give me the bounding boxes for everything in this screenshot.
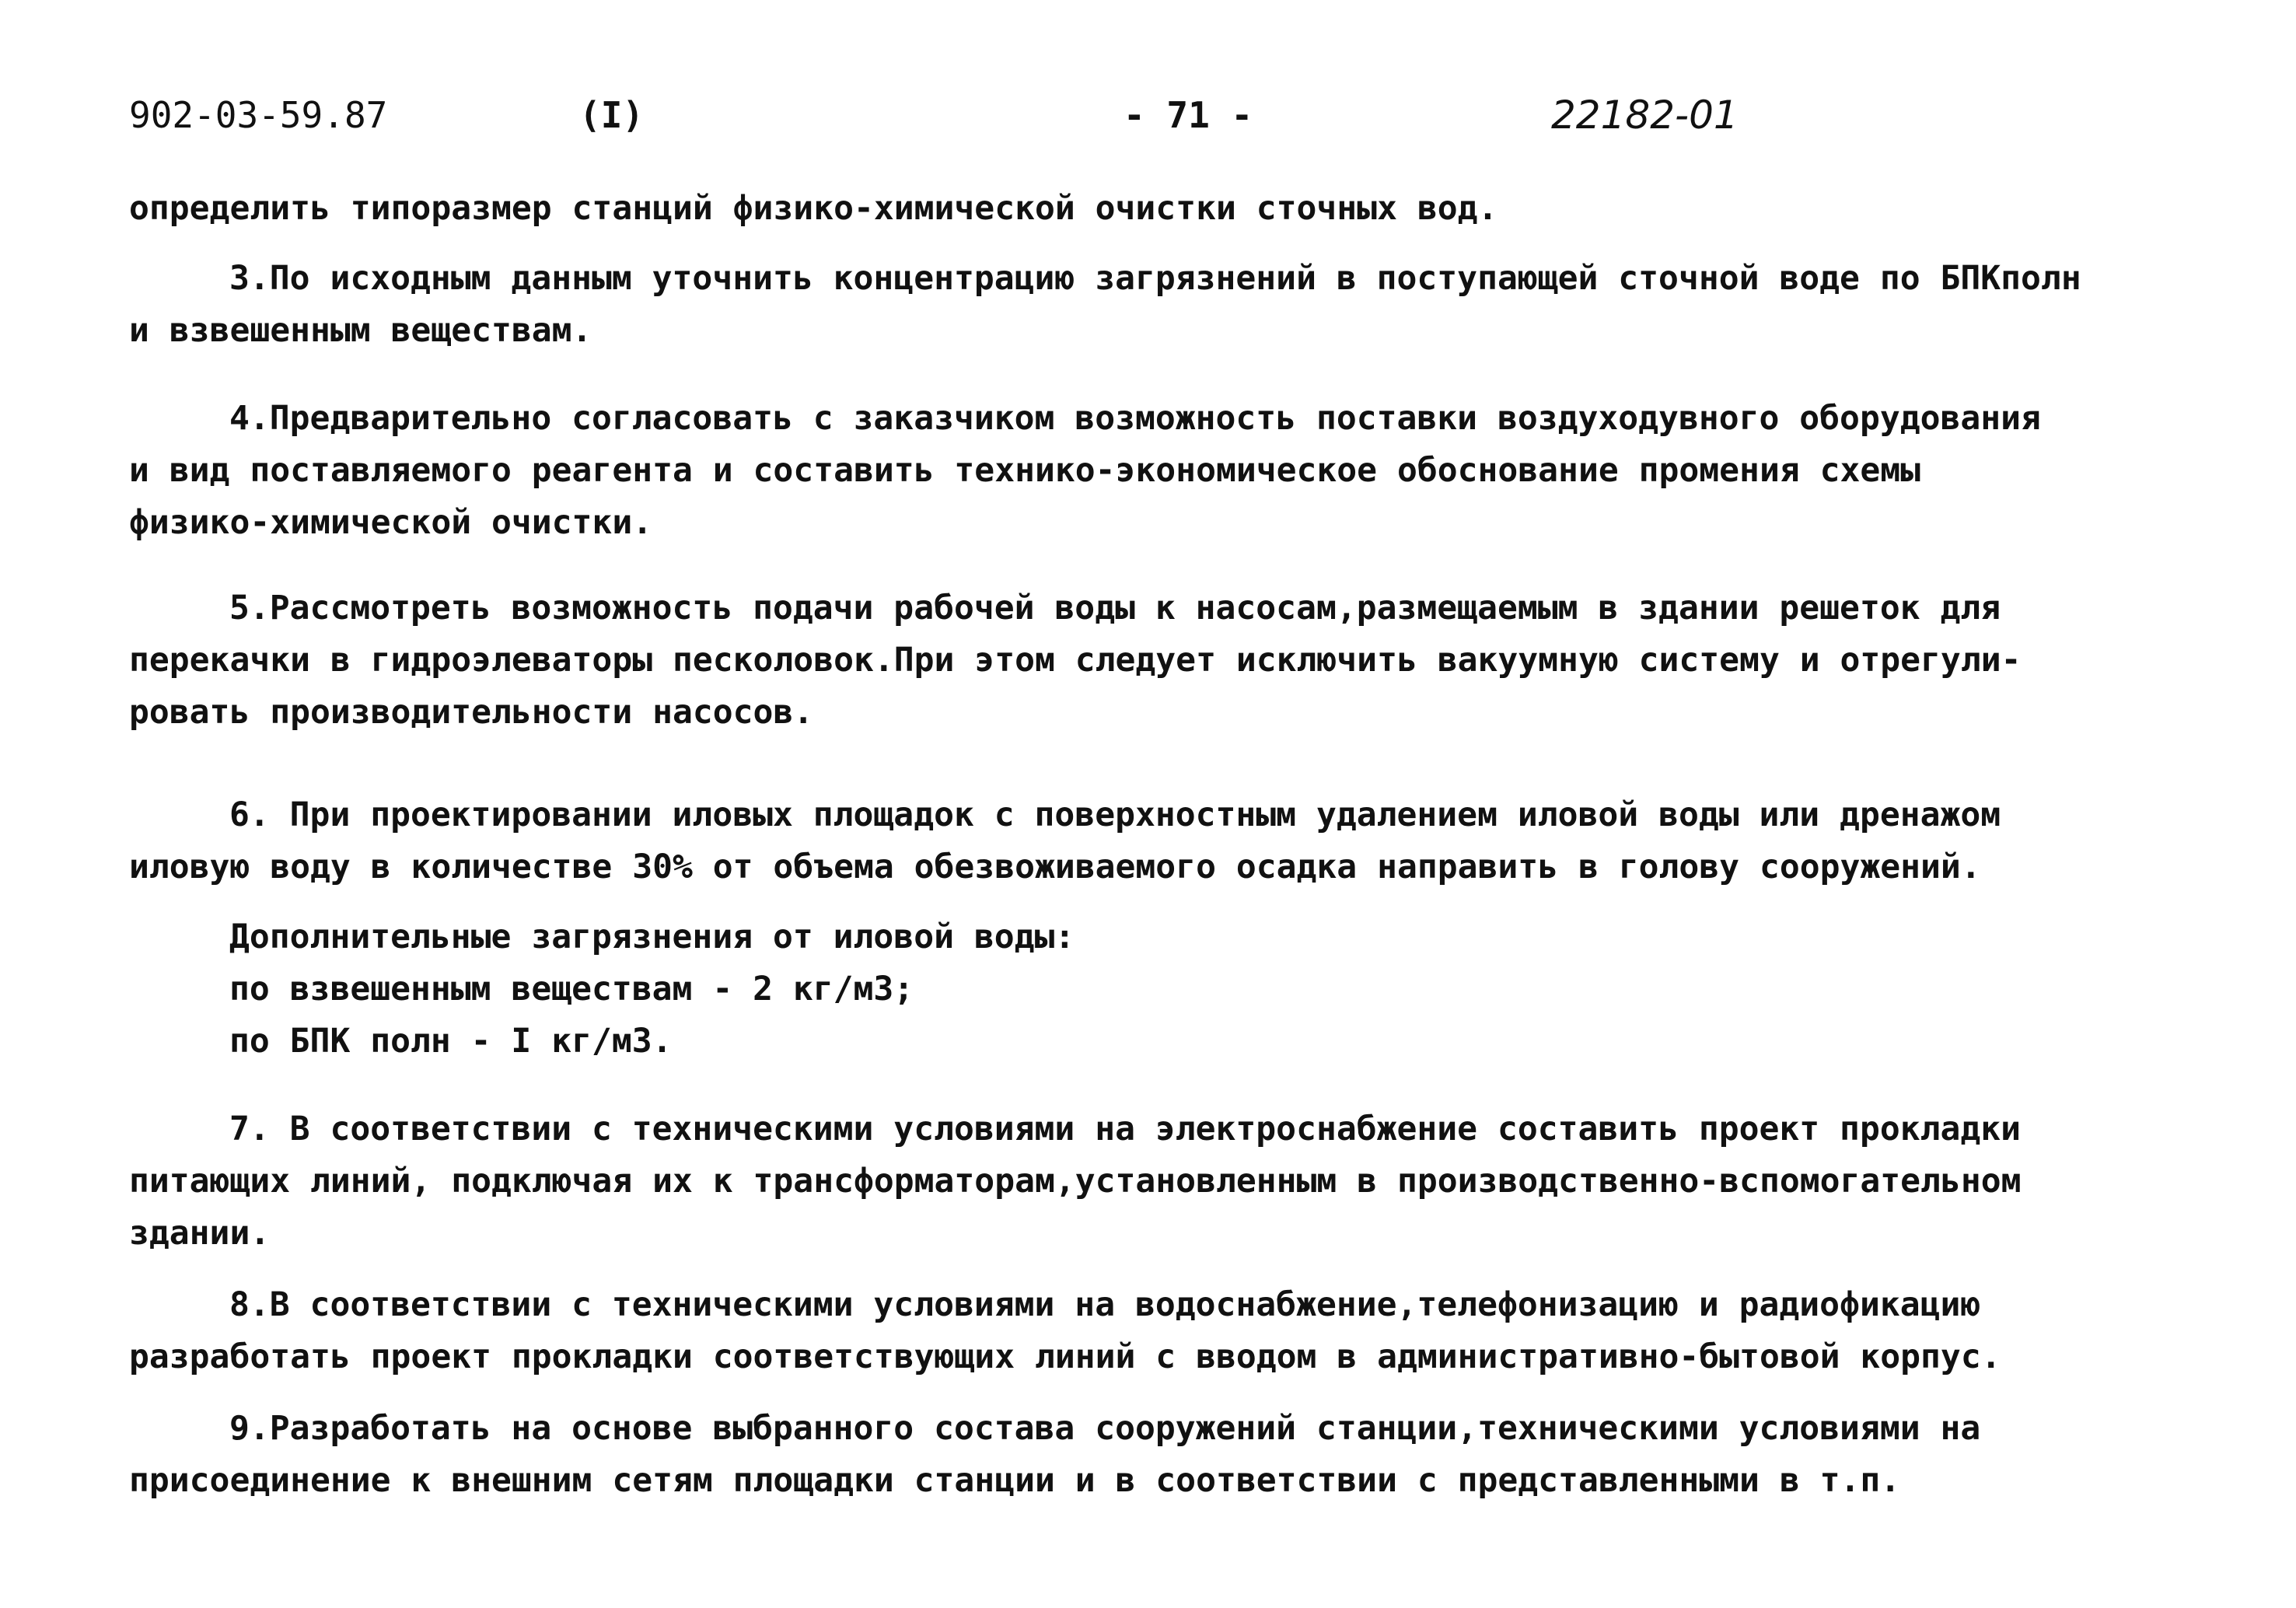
text-line: 7. В соответствии с техническими условиями на электроснабжение составить проект прокладки	[229, 1110, 2022, 1148]
text-line: определить типоразмер станций физико-химической очистки сточных вод.	[129, 189, 1498, 228]
text-line: Дополнительные загрязнения от иловой воды:	[229, 918, 1075, 956]
text-line: по БПК полн - I кг/м3.	[229, 1022, 673, 1061]
text-line: питающих линий, подключая их к трансформаторам,установленным в производственно-вспомогательном	[129, 1162, 2022, 1201]
text-line: физико-химической очистки.	[129, 503, 653, 542]
text-line: и вид поставляемого реагента и составить технико-экономическое обоснование промения схемы	[129, 451, 1921, 490]
text-line: иловую воду в количестве 30% от объема обезвоживаемого осадка направить в голову сооружений.	[129, 848, 1981, 886]
page-number: - 71 -	[1124, 94, 1253, 136]
text-line: 8.В соответствии с техническими условиями на водоснабжение,телефонизацию и радиофикацию	[229, 1285, 1981, 1324]
document-code: 902-03-59.87	[129, 94, 388, 136]
text-line: 6. При проектировании иловых площадок с поверхностным удалением иловой воды или дренажом	[229, 795, 2001, 834]
inventory-number: 22182-01	[1551, 93, 1739, 138]
text-line: здании.	[129, 1214, 271, 1253]
text-line: 9.Разработать на основе выбранного состава сооружений станции,техническими условиями на	[229, 1409, 1981, 1448]
text-line: перекачки в гидроэлеваторы песколовок.При этом следует исключить вакуумную систему и отрегули-	[129, 641, 2022, 680]
text-line: разработать проект прокладки соответствующих линий с вводом в административно-бытовой корпус.	[129, 1337, 2001, 1376]
text-line: 5.Рассмотреть возможность подачи рабочей воды к насосам,размещаемым в здании решеток для	[229, 589, 2001, 627]
text-line: по взвешенным веществам - 2 кг/м3;	[229, 970, 914, 1008]
text-line: 3.По исходным данным уточнить концентрацию загрязнений в поступающей сточной воде по БПКполн	[229, 259, 2081, 298]
text-line: и взвешенным веществам.	[129, 311, 592, 350]
text-line: присоединение к внешним сетям площадки станции и в соответствии с представленными в т.п.	[129, 1461, 1901, 1500]
text-line: 4.Предварительно согласовать с заказчиком возможность поставки воздуходувного оборудования	[229, 399, 2041, 438]
volume-number: (I)	[579, 94, 645, 136]
text-line: ровать производительности насосов.	[129, 693, 814, 732]
